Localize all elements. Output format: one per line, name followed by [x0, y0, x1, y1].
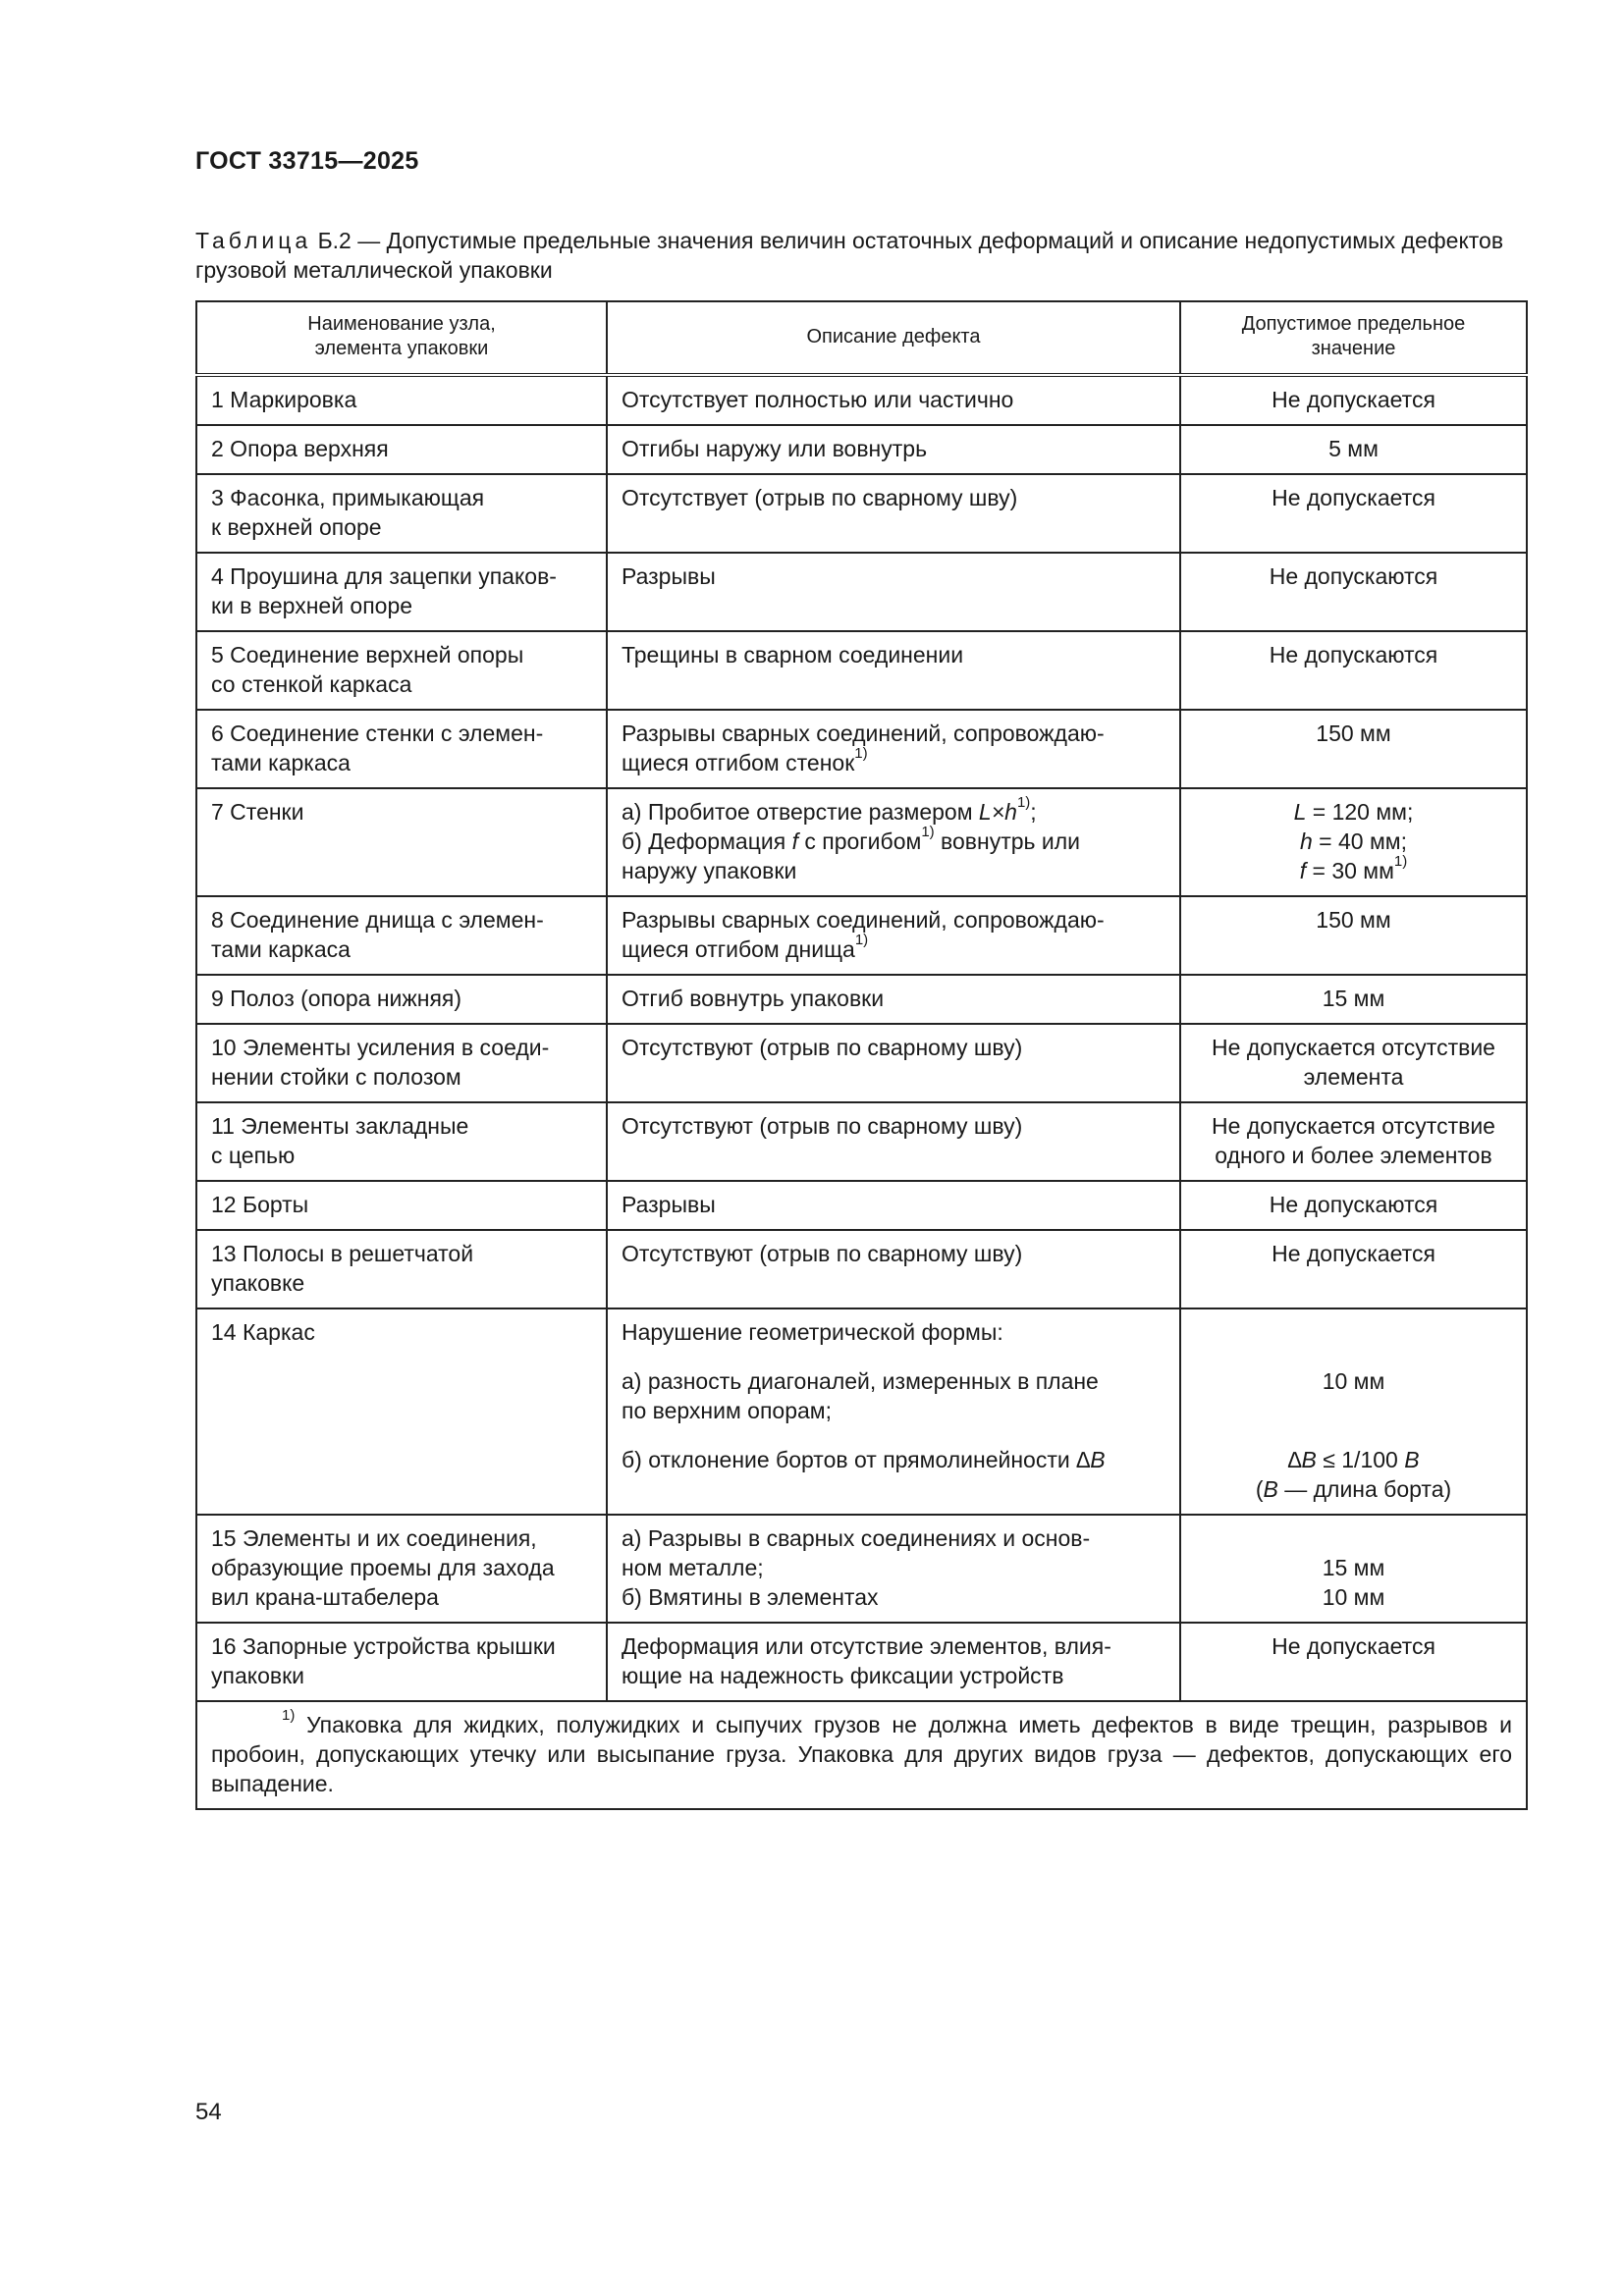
- table-row: [196, 788, 1527, 896]
- limit-value-text: ≤ 1/100: [1316, 1447, 1405, 1472]
- row-element-name: 9 Полоз (опора нижняя): [196, 975, 607, 1024]
- row-limit-value: Не допускается: [1180, 474, 1527, 553]
- column-header-defect: Описание дефекта: [607, 301, 1180, 375]
- row-element-name: 3 Фасонка, примыкающая к верхней опоре: [196, 474, 607, 553]
- row-limit-value: [1180, 788, 1527, 896]
- row-limit-value: 150 мм: [1180, 896, 1527, 975]
- row-defect-description: Разрывы: [607, 1181, 1180, 1230]
- row-limit-value: Не допускается отсутствие элемента: [1180, 1024, 1527, 1102]
- table-header-row: [196, 301, 1527, 375]
- footnote-mark: 1): [282, 1707, 296, 1725]
- table-row: [196, 1308, 1527, 1515]
- row-limit-value: Не допускаются: [1180, 553, 1527, 631]
- row-element-name: 15 Элементы и их соединения, образующие проемы для захода вил крана-штабелера: [196, 1515, 607, 1623]
- row-element-name: 7 Стенки: [196, 788, 607, 896]
- table-row: [196, 1024, 1527, 1102]
- row-limit-value: 15 мм: [1180, 975, 1527, 1024]
- limit-note-open: (: [1255, 1476, 1264, 1502]
- row-element-name: 8 Соединение днища с элемен- тами каркаса: [196, 896, 607, 975]
- row-defect-description: Отсутствуют (отрыв по сварному шву): [607, 1024, 1180, 1102]
- table-row: [196, 1623, 1527, 1701]
- row-defect-description: Отгибы наружу или вовнутрь: [607, 425, 1180, 474]
- footnote-ref: 1): [921, 824, 935, 841]
- row-element-name: 16 Запорные устройства крышки упаковки: [196, 1623, 607, 1701]
- defect-text: Разрывы сварных соединений, сопровождаю- щиеся отгибом стенок: [622, 721, 1105, 775]
- limit-note-text: — длина борта): [1277, 1476, 1452, 1502]
- table-caption-text: — Допустимые предельные значения величин остаточных деформаций и описание недопустимых дефектов грузовой металлической упаковки: [195, 228, 1504, 283]
- row-element-name: 14 Каркас: [196, 1308, 607, 1515]
- row-limit-value: [1180, 1515, 1527, 1623]
- row-element-name: 5 Соединение верхней опоры со стенкой каркаса: [196, 631, 607, 710]
- row-limit-value: Не допускаются: [1180, 631, 1527, 710]
- table-row: [196, 1230, 1527, 1308]
- footnote-row: [196, 1701, 1527, 1809]
- defects-table: [195, 300, 1528, 1810]
- row-limit-value: Не допускаются: [1180, 1181, 1527, 1230]
- limit-value-text: = 30 мм: [1306, 858, 1394, 883]
- table-row: [196, 1181, 1527, 1230]
- defect-b-text: б) Деформация: [622, 828, 792, 854]
- row-limit-value: 5 мм: [1180, 425, 1527, 474]
- footnote-ref: 1): [1393, 853, 1408, 871]
- defect-a-suffix: ;: [1030, 799, 1037, 825]
- table-caption-number: Б.2: [317, 228, 352, 253]
- footnote-text: Упаковка для жидких, полужидких и сыпучих грузов не должна иметь дефектов в виде трещин, разрывов и пробоин, допускающих утечку или высыпание груза. Упаковка для других видов груза — дефектов, допускающих его выпадение.: [211, 1712, 1512, 1796]
- footnote-ref: 1): [1016, 794, 1031, 812]
- footnote-ref: 1): [854, 745, 868, 763]
- row-defect-description: Разрывы: [607, 553, 1180, 631]
- row-element-name: 11 Элементы закладные с цепью: [196, 1102, 607, 1181]
- footnote-ref: 1): [854, 932, 869, 949]
- row-defect-description: [607, 788, 1180, 896]
- limit-variable: B: [1263, 1476, 1278, 1502]
- defect-b-variable: ∆B: [1076, 1447, 1106, 1472]
- limit-value-text: 15 мм 10 мм: [1322, 1555, 1385, 1610]
- limit-variable: ∆B: [1287, 1447, 1317, 1472]
- row-defect-description: Отсутствуют (отрыв по сварному шву): [607, 1102, 1180, 1181]
- row-defect-description: Отгиб вовнутрь упаковки: [607, 975, 1180, 1024]
- row-element-name: 1 Маркировка: [196, 375, 607, 425]
- defect-a-text: а) Пробитое отверстие размером: [622, 799, 979, 825]
- limit-variable: L: [1293, 799, 1307, 825]
- defect-text: Разрывы сварных соединений, сопровождаю- щиеся отгибом днища: [622, 907, 1105, 962]
- row-defect-description: Отсутствует (отрыв по сварному шву): [607, 474, 1180, 553]
- row-defect-description: [607, 1308, 1180, 1515]
- column-header-limit: Допустимое предельное значение: [1180, 301, 1527, 375]
- table-row: [196, 425, 1527, 474]
- row-defect-description: [607, 896, 1180, 975]
- table-row: [196, 474, 1527, 553]
- limit-value-text: = 120 мм;: [1306, 799, 1414, 825]
- defect-intro: Нарушение геометрической формы:: [622, 1319, 1003, 1345]
- row-defect-description: а) Разрывы в сварных соединениях и основ- ном металле; б) Вмятины в элементах: [607, 1515, 1180, 1623]
- table-caption-prefix: Таблица: [195, 228, 312, 253]
- table-row: [196, 1102, 1527, 1181]
- defect-a-text: а) разность диагоналей, измеренных в плане по верхним опорам;: [622, 1368, 1099, 1423]
- table-row: [196, 631, 1527, 710]
- table-row: [196, 975, 1527, 1024]
- limit-variable: B: [1404, 1447, 1420, 1472]
- row-defect-description: Деформация или отсутствие элементов, влия- ющие на надежность фиксации устройств: [607, 1623, 1180, 1701]
- defect-b-mid: с прогибом: [797, 828, 922, 854]
- row-element-name: 12 Борты: [196, 1181, 607, 1230]
- row-element-name: 13 Полосы в решетчатой упаковке: [196, 1230, 607, 1308]
- limit-a-value: 10 мм: [1322, 1368, 1385, 1394]
- row-limit-value: 150 мм: [1180, 710, 1527, 788]
- row-limit-value: Не допускается: [1180, 375, 1527, 425]
- row-limit-value: Не допускается: [1180, 1623, 1527, 1701]
- table-row: [196, 553, 1527, 631]
- table-row: [196, 375, 1527, 425]
- defect-b-suffix: вовнутрь или наружу упаковки: [622, 828, 1081, 883]
- row-defect-description: Отсутствуют (отрыв по сварному шву): [607, 1230, 1180, 1308]
- row-element-name: 10 Элементы усиления в соеди- нении стойки с полозом: [196, 1024, 607, 1102]
- defect-b-text: б) отклонение бортов от прямолинейности: [622, 1447, 1077, 1472]
- column-header-element: Наименование узла, элемента упаковки: [196, 301, 607, 375]
- page-number: 54: [195, 2099, 222, 2125]
- row-element-name: 2 Опора верхняя: [196, 425, 607, 474]
- row-element-name: 4 Проушина для зацепки упаков- ки в верхней опоре: [196, 553, 607, 631]
- row-limit-value: [1180, 1308, 1527, 1515]
- row-defect-description: Отсутствует полностью или частично: [607, 375, 1180, 425]
- limit-value-text: = 40 мм;: [1312, 828, 1407, 854]
- defect-a-variable: L×h: [978, 799, 1017, 825]
- row-limit-value: Не допускается: [1180, 1230, 1527, 1308]
- row-limit-value: Не допускается отсутствие одного и более элементов: [1180, 1102, 1527, 1181]
- table-row: [196, 1515, 1527, 1623]
- row-defect-description: Трещины в сварном соединении: [607, 631, 1180, 710]
- defect-b-variable: f: [791, 828, 798, 854]
- table-footnote: [196, 1701, 1527, 1809]
- row-defect-description: [607, 710, 1180, 788]
- limit-variable: f: [1299, 858, 1307, 883]
- table-caption: [195, 226, 1531, 285]
- document-code: ГОСТ 33715—2025: [195, 147, 419, 175]
- row-element-name: 6 Соединение стенки с элемен- тами каркаса: [196, 710, 607, 788]
- limit-variable: h: [1300, 828, 1313, 854]
- table-row: [196, 710, 1527, 788]
- table-row: [196, 896, 1527, 975]
